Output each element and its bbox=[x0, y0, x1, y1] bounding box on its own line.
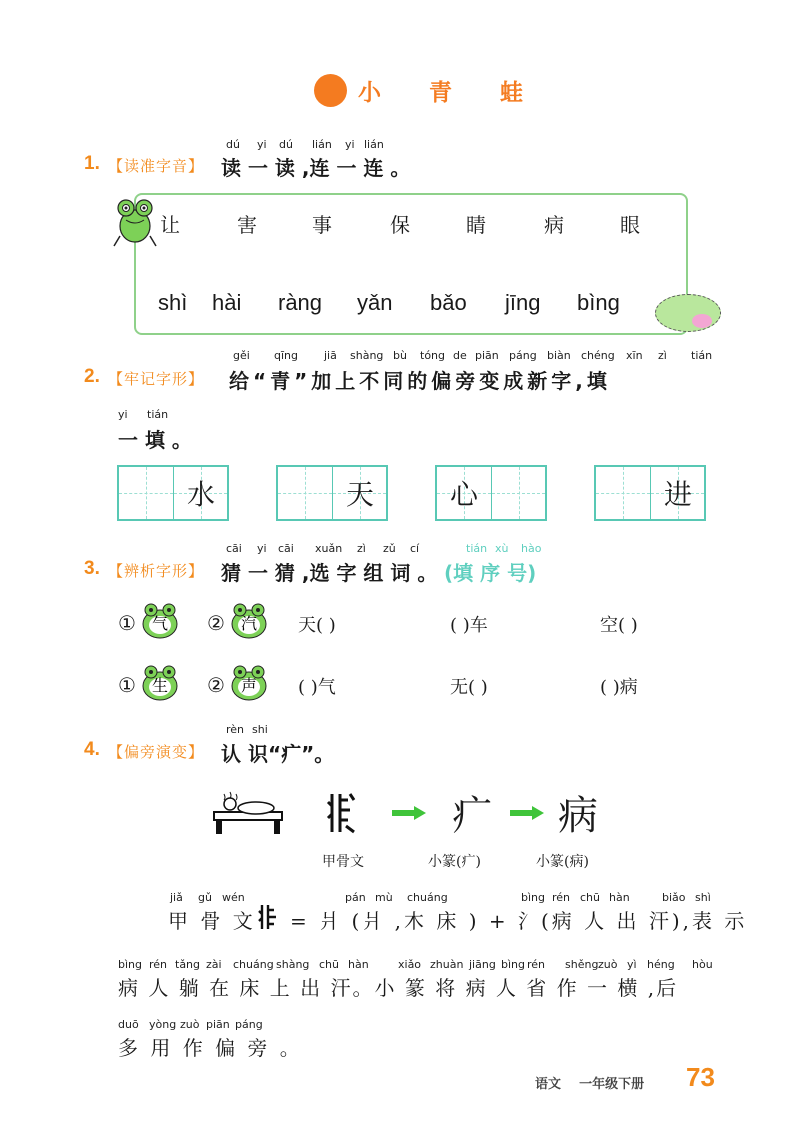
oracle-bone-bing-glyph bbox=[326, 790, 358, 836]
q1-pinyin-4: lián bbox=[312, 138, 332, 151]
seal-script-bing: 病 bbox=[558, 793, 598, 839]
q2-pinyin-5: bù bbox=[393, 349, 407, 362]
q4-exp-pinyin-10: hàn bbox=[609, 891, 630, 904]
q2-radical-3: 心 bbox=[449, 478, 478, 511]
q4-exp-pinyin-8: rén bbox=[552, 891, 571, 904]
q3-tag: 【辨析字形】 bbox=[108, 562, 205, 580]
q4-exp2-pinyin-9: xiǎo bbox=[398, 958, 422, 971]
q4-number: 4. bbox=[84, 739, 100, 760]
q2-radical-1: 水 bbox=[186, 478, 215, 511]
q2-tag: 【牢记字形】 bbox=[108, 370, 205, 388]
arrow-right-icon bbox=[392, 806, 426, 820]
lily-pad-icon bbox=[655, 294, 721, 332]
seal-script-radical: 疒 bbox=[452, 793, 492, 839]
q2-radical-cell-4 bbox=[650, 467, 704, 519]
q3-pinyin-9: xù bbox=[495, 542, 509, 555]
q3-row1-word-3[interactable]: 空( ) bbox=[600, 615, 638, 636]
q3-row1-circle-1: ① bbox=[118, 611, 136, 635]
q4-exp-pinyin-5: mù bbox=[375, 891, 393, 904]
q2-pinyin-6: tóng bbox=[420, 349, 445, 362]
q3-row2-word-1[interactable]: ( )气 bbox=[298, 677, 336, 698]
q2-number: 2. bbox=[84, 366, 100, 387]
q1-pinyin-option-1[interactable]: shì bbox=[158, 290, 188, 315]
label-seal-radical: 小篆(疒) bbox=[428, 854, 481, 870]
q2-fill-box-1 bbox=[117, 465, 229, 521]
q2-instruction-line1: 给“青”加上不同的偏旁变成新字,填 bbox=[229, 369, 611, 393]
q4-exp2-pinyin-18: hòu bbox=[692, 958, 713, 971]
q2-pinyin-13: zì bbox=[658, 349, 667, 362]
q1-char-1[interactable]: 让 bbox=[160, 213, 180, 237]
q1-pinyin-6: lián bbox=[364, 138, 384, 151]
q2-pinyin-line2-1: yi bbox=[118, 408, 128, 421]
q3-row2-word-3[interactable]: ( )病 bbox=[600, 677, 638, 698]
q1-pinyin-5: yi bbox=[345, 138, 355, 151]
q1-pinyin-3: dú bbox=[279, 138, 293, 151]
oracle-bone-bing-glyph bbox=[258, 903, 282, 931]
footer-subject: 语文 bbox=[535, 1077, 562, 1092]
q2-pinyin-9: páng bbox=[509, 349, 537, 362]
q2-pinyin-11: chéng bbox=[581, 349, 615, 362]
footer-grade: 一年级下册 bbox=[579, 1077, 645, 1092]
label-seal-bing: 小篆(病) bbox=[536, 854, 589, 870]
q4-exp2-pinyin-6: shàng bbox=[276, 958, 310, 971]
q4-exp-pinyin-11: biǎo bbox=[662, 891, 686, 904]
q4-exp2-pinyin-5: chuáng bbox=[233, 958, 274, 971]
q4-exp2-pinyin-10: zhuàn bbox=[430, 958, 464, 971]
q4-exp-pinyin-12: shì bbox=[695, 891, 711, 904]
q4-pinyin-1: rèn bbox=[226, 723, 245, 736]
q3-pinyin-2: yi bbox=[257, 542, 267, 555]
q1-char-6[interactable]: 病 bbox=[544, 213, 564, 237]
q4-exp2-pinyin-14: shěng bbox=[565, 958, 599, 971]
q4-exp3-pinyin-4: piān bbox=[206, 1018, 230, 1031]
q4-exp2-pinyin-2: rén bbox=[149, 958, 168, 971]
q4-exp3-pinyin-3: zuò bbox=[180, 1018, 200, 1031]
q4-exp-pinyin-3: wén bbox=[222, 891, 245, 904]
q4-exp3-pinyin-1: duō bbox=[118, 1018, 139, 1031]
q2-pinyin-2: qīng bbox=[274, 349, 298, 362]
q2-pinyin-10: biàn bbox=[547, 349, 571, 362]
q3-pinyin-10: hào bbox=[521, 542, 542, 555]
q4-exp-pinyin-1: jiǎ bbox=[170, 891, 183, 904]
q1-pinyin-option-6[interactable]: jīng bbox=[505, 290, 541, 315]
q4-exp2-pinyin-3: tǎng bbox=[175, 958, 201, 971]
q3-pinyin-6: zǔ bbox=[383, 542, 396, 555]
q2-instruction-line2: 一 填 。 bbox=[118, 428, 192, 452]
q2-pinyin-4: shàng bbox=[350, 349, 384, 362]
q3-pinyin-8: tián bbox=[466, 542, 488, 555]
q2-pinyin-3: jiā bbox=[324, 349, 337, 362]
q3-row2-circle-1: ① bbox=[118, 673, 136, 697]
q4-exp-pinyin-4: pán bbox=[345, 891, 366, 904]
q4-exp2-pinyin-13: rén bbox=[527, 958, 546, 971]
q2-pinyin-1: gěi bbox=[233, 349, 250, 362]
q3-instruction: 猜 一 猜 ,选 字 组 词 。 bbox=[221, 561, 438, 585]
q4-explain-line1a: 甲 骨 文 bbox=[168, 909, 256, 933]
q1-number: 1. bbox=[84, 153, 100, 174]
q4-exp2-pinyin-1: bìng bbox=[118, 958, 142, 971]
q4-exp2-pinyin-4: zài bbox=[206, 958, 222, 971]
q2-pinyin-7: de bbox=[453, 349, 467, 362]
q4-exp2-pinyin-12: bìng bbox=[501, 958, 525, 971]
q2-radical-2: 天 bbox=[345, 478, 374, 511]
sick-person-on-bed-icon bbox=[210, 790, 286, 836]
q3-hint: (填 序 号) bbox=[444, 561, 537, 585]
label-oracle-bone: 甲骨文 bbox=[322, 854, 364, 870]
lesson-title: 小 青 蛙 bbox=[358, 79, 544, 106]
q3-row1-circle-2: ② bbox=[207, 611, 225, 635]
q1-pinyin-option-2[interactable]: hài bbox=[212, 290, 242, 315]
q3-row2-word-2[interactable]: 无( ) bbox=[450, 677, 488, 698]
q2-fill-box-3 bbox=[435, 465, 547, 521]
q4-exp2-pinyin-8: hàn bbox=[348, 958, 369, 971]
q1-char-3[interactable]: 事 bbox=[312, 213, 332, 237]
q2-radical-cell-2 bbox=[332, 467, 386, 519]
q2-blank-cell-1[interactable] bbox=[119, 467, 173, 519]
q2-fill-box-4 bbox=[594, 465, 706, 521]
q2-pinyin-12: xīn bbox=[626, 349, 643, 362]
q3-row2-frog-char-2: 声 bbox=[240, 676, 257, 695]
q1-pinyin-option-4[interactable]: yǎn bbox=[357, 290, 393, 315]
q2-radical-cell-1 bbox=[173, 467, 227, 519]
q4-explain-line3: 多 用 作 偏 旁 。 bbox=[118, 1036, 303, 1060]
q2-pinyin-line2-2: tián bbox=[147, 408, 169, 421]
q4-instruction: 认 识“疒”。 bbox=[221, 742, 335, 766]
q4-exp2-pinyin-11: jiāng bbox=[469, 958, 496, 971]
q3-row2-frog-char-1: 生 bbox=[151, 676, 168, 695]
lotus-flower-icon bbox=[692, 314, 712, 328]
q2-blank-cell-4[interactable] bbox=[596, 467, 650, 519]
q2-blank-cell-2[interactable] bbox=[278, 467, 332, 519]
q4-explain-line1b: = 爿 (爿 ,木 床 ) + 氵(病 人 出 汗),表 示 bbox=[290, 909, 748, 933]
q4-exp-pinyin-7: bìng bbox=[521, 891, 545, 904]
q4-exp2-pinyin-16: yì bbox=[627, 958, 637, 971]
q3-pinyin-1: cāi bbox=[226, 542, 242, 555]
frog-icon bbox=[112, 196, 158, 250]
q4-exp3-pinyin-5: páng bbox=[235, 1018, 263, 1031]
q3-row1-frog-char-1: 气 bbox=[151, 614, 168, 633]
q1-char-5[interactable]: 睛 bbox=[466, 213, 486, 237]
page-number: 73 bbox=[686, 1062, 715, 1092]
q2-pinyin-14: tián bbox=[691, 349, 713, 362]
q4-exp2-pinyin-17: héng bbox=[647, 958, 675, 971]
q1-pinyin-option-7[interactable]: bìng bbox=[577, 290, 620, 315]
q3-number: 3. bbox=[84, 558, 100, 579]
q2-blank-cell-3[interactable] bbox=[491, 467, 545, 519]
q3-pinyin-7: cí bbox=[410, 542, 420, 555]
q1-pinyin-option-5[interactable]: bǎo bbox=[430, 290, 467, 315]
q1-instruction: 读 一 读 ,连 一 连 。 bbox=[221, 156, 411, 180]
q1-pinyin-2: yi bbox=[257, 138, 267, 151]
q3-row1-frog-char-2: 汽 bbox=[240, 614, 257, 633]
q4-exp3-pinyin-2: yòng bbox=[149, 1018, 177, 1031]
q4-exp-pinyin-2: gǔ bbox=[198, 891, 212, 904]
arrow-right-icon bbox=[510, 806, 544, 820]
footer-book-label bbox=[535, 1073, 644, 1092]
q3-pinyin-4: xuǎn bbox=[315, 542, 343, 555]
q4-tag: 【偏旁演变】 bbox=[108, 743, 205, 761]
q3-row2-circle-2: ② bbox=[207, 673, 225, 697]
q3-pinyin-3: cāi bbox=[278, 542, 294, 555]
q4-exp-pinyin-9: chū bbox=[580, 891, 600, 904]
q1-pinyin-option-3[interactable]: ràng bbox=[278, 290, 323, 315]
q2-fill-box-2 bbox=[276, 465, 388, 521]
q3-pinyin-5: zì bbox=[357, 542, 366, 555]
q2-radical-cell-3 bbox=[437, 467, 491, 519]
q1-char-7[interactable]: 眼 bbox=[620, 213, 640, 237]
q2-pinyin-8: piān bbox=[475, 349, 499, 362]
q4-explain-line2: 病 人 躺 在 床 上 出 汗。小 篆 将 病 人 省 作 一 横 ,后 bbox=[118, 976, 679, 1000]
q3-row1-word-1[interactable]: 天( ) bbox=[298, 615, 336, 636]
title-dot-icon bbox=[314, 74, 347, 107]
q3-row1-word-2[interactable]: ( )车 bbox=[450, 615, 488, 636]
q4-pinyin-2: shi bbox=[252, 723, 268, 736]
q2-radical-4: 进 bbox=[663, 478, 692, 511]
q1-pinyin-1: dú bbox=[226, 138, 240, 151]
q1-tag: 【读准字音】 bbox=[108, 157, 205, 175]
q1-char-2[interactable]: 害 bbox=[237, 213, 257, 237]
q1-char-4[interactable]: 保 bbox=[390, 213, 410, 237]
q4-exp2-pinyin-7: chū bbox=[319, 958, 339, 971]
q4-exp-pinyin-6: chuáng bbox=[407, 891, 448, 904]
q4-exp2-pinyin-15: zuò bbox=[598, 958, 618, 971]
